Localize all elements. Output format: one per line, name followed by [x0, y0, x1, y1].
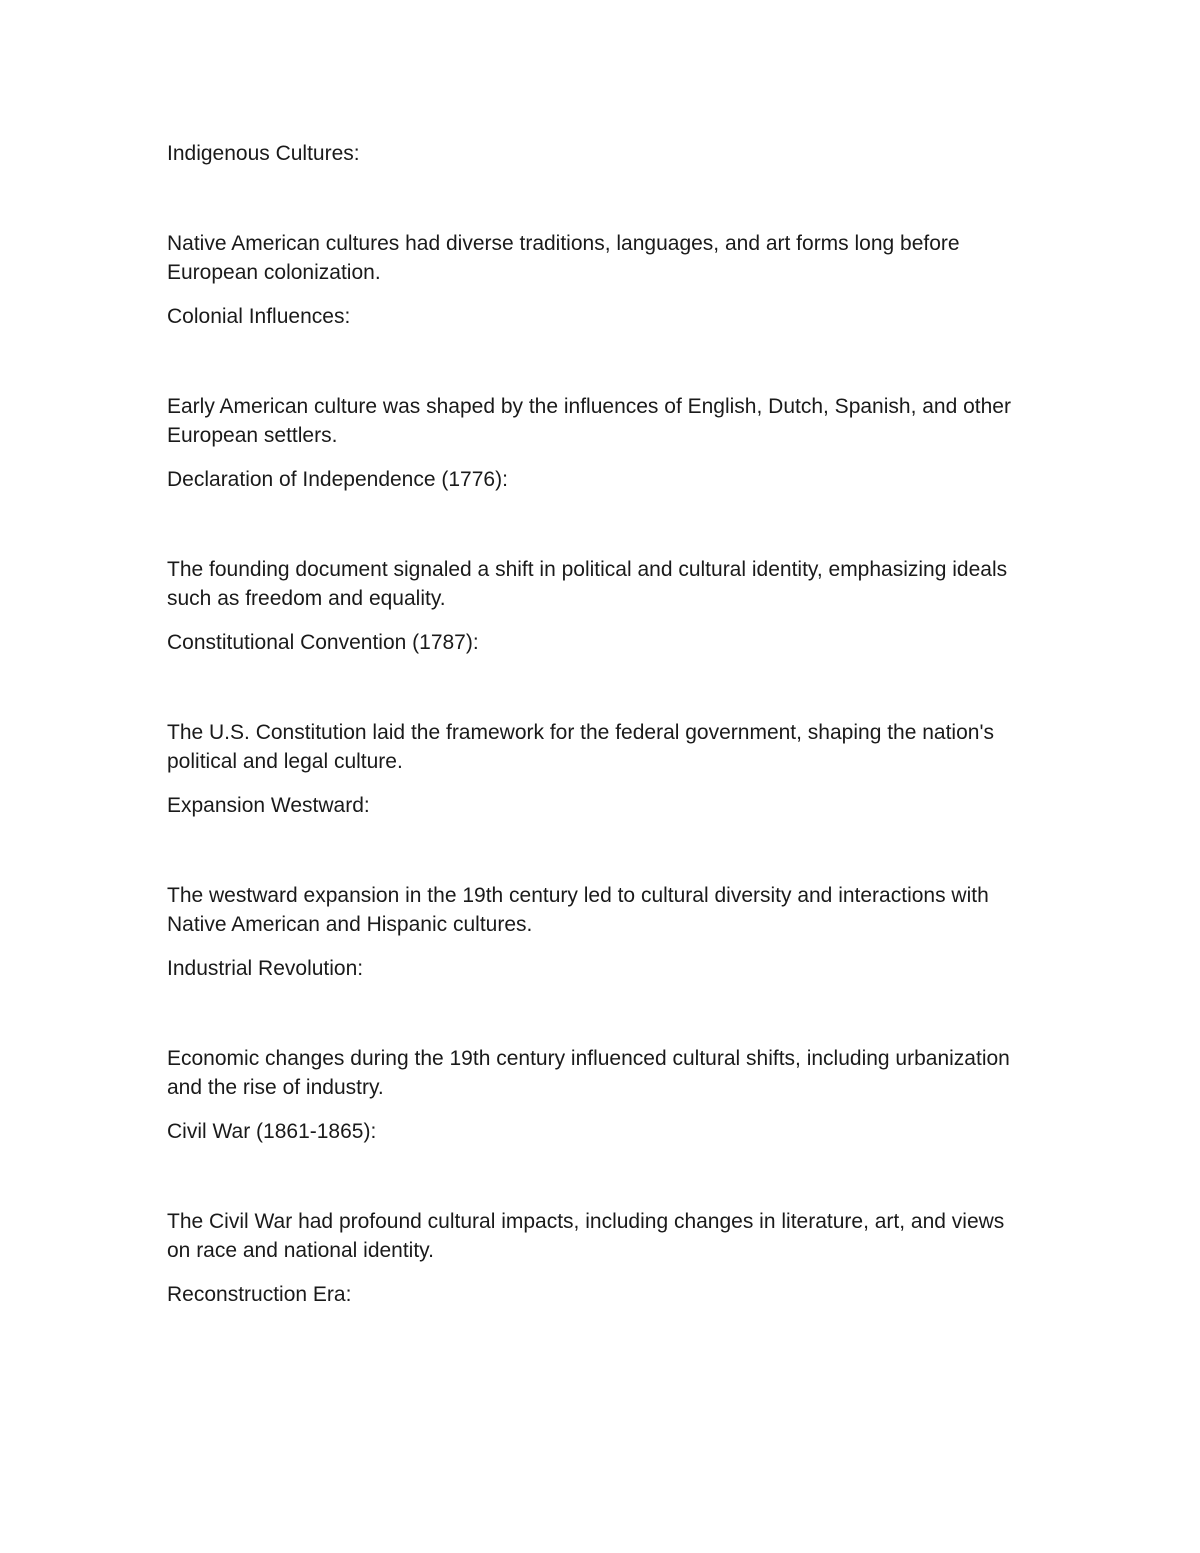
- section-constitutional-convention: [167, 628, 1027, 776]
- section-civil-war: [167, 1117, 1027, 1265]
- document-content: [167, 139, 1027, 1370]
- section-heading: Indigenous Cultures:: [167, 142, 360, 165]
- section-body: The Civil War had profound cultural impacts, including changes in literature, art, and views on race and national identity.: [167, 1210, 1005, 1262]
- section-indigenous-cultures: [167, 139, 1027, 287]
- section-heading: Civil War (1861-1865):: [167, 1120, 377, 1143]
- section-body: Early American culture was shaped by the influences of English, Dutch, Spanish, and other European settlers.: [167, 395, 1011, 447]
- section-body: Economic changes during the 19th century influenced cultural shifts, including urbanization and the rise of industry.: [167, 1047, 1010, 1099]
- section-declaration-of-independence: [167, 465, 1027, 613]
- section-body: The westward expansion in the 19th century led to cultural diversity and interactions with Native American and Hispanic cultures.: [167, 884, 989, 936]
- section-heading: Colonial Influences:: [167, 305, 351, 328]
- section-heading: Declaration of Independence (1776):: [167, 468, 508, 491]
- section-heading: Reconstruction Era:: [167, 1283, 352, 1306]
- section-heading: Constitutional Convention (1787):: [167, 631, 479, 654]
- section-heading: Industrial Revolution:: [167, 957, 364, 980]
- section-body: Native American cultures had diverse traditions, languages, and art forms long before European colonization.: [167, 232, 960, 284]
- section-colonial-influences: [167, 302, 1027, 450]
- section-industrial-revolution: [167, 954, 1027, 1102]
- section-body: The founding document signaled a shift in political and cultural identity, emphasizing ideals such as freedom and equality.: [167, 558, 1008, 610]
- section-expansion-westward: [167, 791, 1027, 939]
- section-heading: Expansion Westward:: [167, 794, 370, 817]
- section-reconstruction-era: [167, 1280, 1027, 1310]
- section-body: The U.S. Constitution laid the framework for the federal government, shaping the nation's political and legal culture.: [167, 721, 994, 773]
